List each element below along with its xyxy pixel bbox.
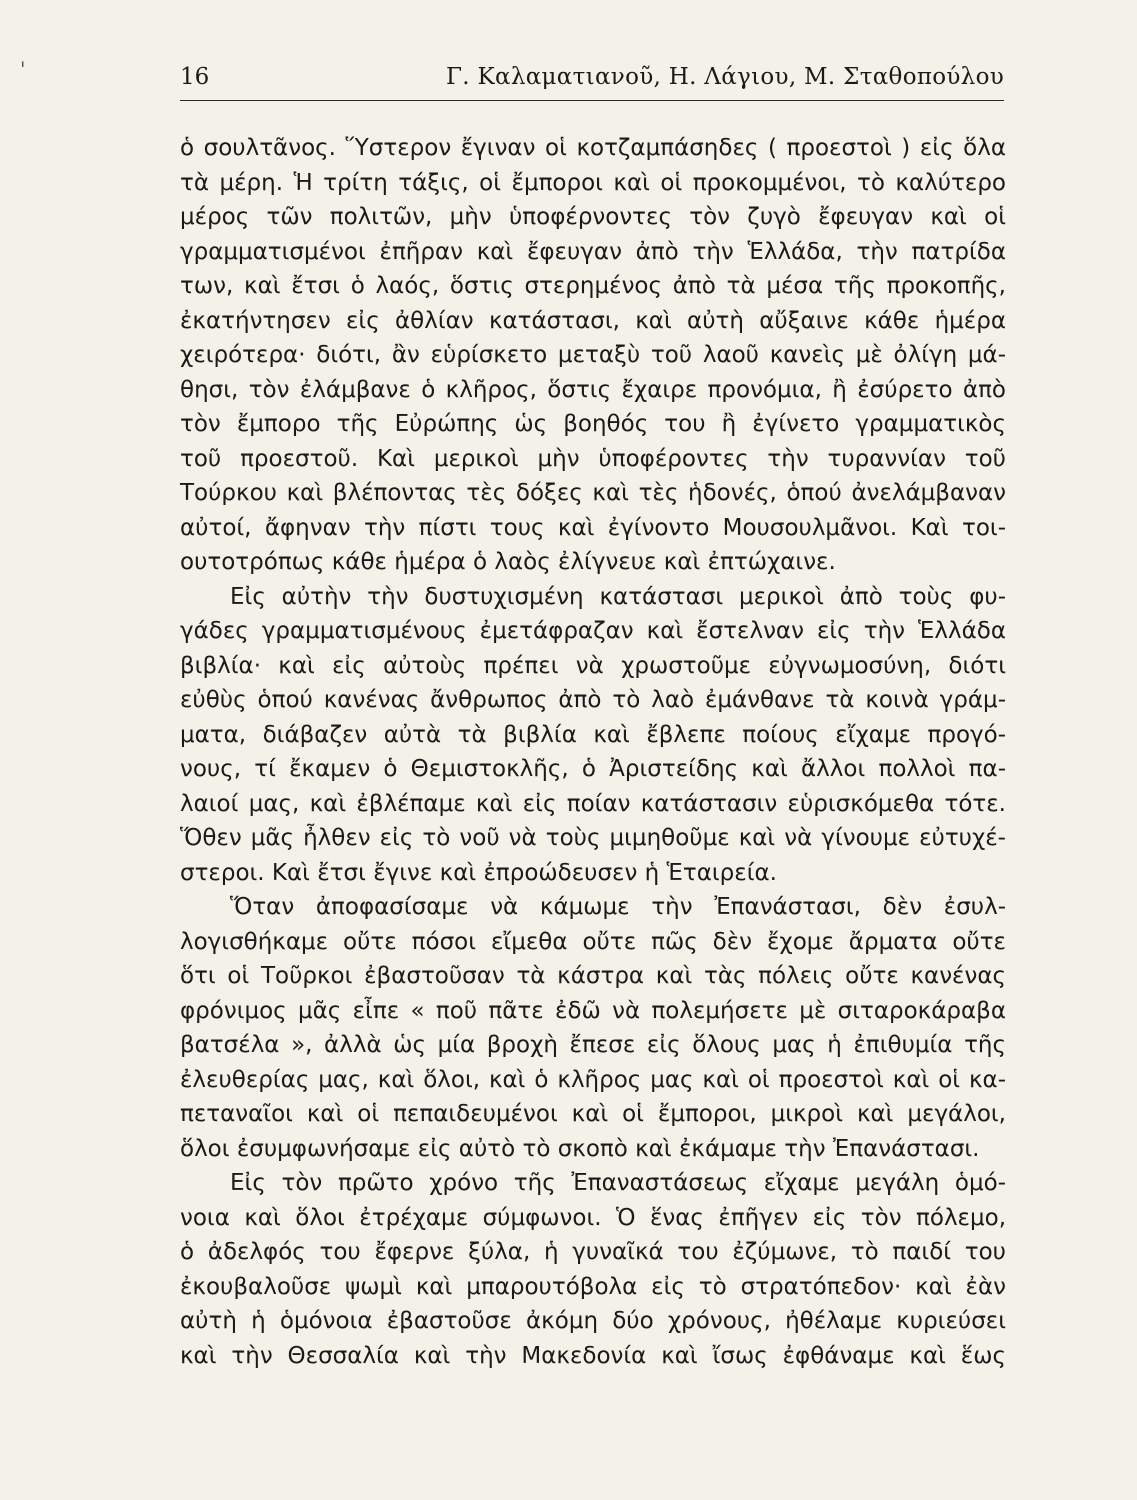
text-line: ἐκατήντησεν εἰς ἀθλίαν κατάστασι, καὶ αὐτὴ αὔξαινε κάθε ἡμέρα xyxy=(180,307,1006,334)
page-header xyxy=(180,64,1004,101)
text-line: νοια καὶ ὅλοι ἐτρέχαμε σύμφωνοι. Ὁ ἕνας ἐπῆγεν εἰς τὸν πόλεμο, xyxy=(180,1204,1006,1231)
margin-pencil-mark: ˈ xyxy=(20,58,26,82)
text-line: γάδες γραμματισμένους ἐμετάφραζαν καὶ ἔστελναν εἰς τὴν Ἑλλάδα xyxy=(180,618,1006,644)
text-line: ἐκουβαλοῦσε ψωμὶ καὶ μπαρουτόβολα εἰς τὸ στρατόπεδον· καὶ ἐὰν xyxy=(180,1273,1006,1300)
text-line: των, καὶ ἔτσι ὁ λαός, ὅστις στερημένος ἀπὸ τὰ μέσα τῆς προκοπῆς, xyxy=(180,273,1006,299)
text-line: ὅτι οἱ Τοῦρκοι ἐβαστοῦσαν τὰ κάστρα καὶ τὰς πόλεις οὔτε κανένας xyxy=(180,963,1006,989)
text-line: βατσέλα », ἀλλὰ ὡς μία βροχὴ ἔπεσε εἰς ὅλους μας ἡ ἐπιθυμία τῆς xyxy=(180,1032,1006,1058)
body-text xyxy=(180,131,1006,1373)
text-line: βιβλία· καὶ εἰς αὐτοὺς πρέπει νὰ χρωστοῦμε εὐγνωμοσύνη, διότι xyxy=(180,652,1006,679)
text-line: καὶ τὴν Θεσσαλία καὶ τὴν Μακεδονία καὶ ἴσως ἐφθάναμε καὶ ἕως xyxy=(180,1342,1006,1369)
paragraph xyxy=(180,1166,1006,1373)
text-line: τὸν ἔμπορο τῆς Εὐρώπης ὡς βοηθός του ἢ ἐγίνετο γραμματικὸς xyxy=(180,411,1006,437)
text-line: τοῦ προεστοῦ. Καὶ μερικοὶ μὴν ὑποφέροντες τὴν τυραννίαν τοῦ xyxy=(180,445,1006,472)
text-line: πεταναῖοι καὶ οἱ πεπαιδευμένοι καὶ οἱ ἔμποροι, μικροὶ καὶ μεγάλοι, xyxy=(180,1101,1006,1127)
text-line: λαιοί μας, καὶ ἐβλέπαμε καὶ εἰς ποίαν κατάστασιν εὑρισκόμεθα τότε. xyxy=(180,790,1006,817)
text-line: Εἰς τὸν πρῶτο χρόνο τῆς Ἐπαναστάσεως εἴχαμε μεγάλη ὁμό- xyxy=(230,1170,1006,1196)
text-line: λογισθήκαμε οὔτε πόσοι εἴμεθα οὔτε πῶς δὲν ἔχομε ἄρματα οὔτε xyxy=(180,928,1006,955)
text-line: Εἰς αὐτὴν τὴν δυστυχισμένη κατάστασι μερικοὶ ἀπὸ τοὺς φυ- xyxy=(230,583,1006,610)
text-line: φρόνιμος μᾶς εἶπε « ποῦ πᾶτε ἐδῶ νὰ πολεμήσετε μὲ σιταροκάραβα xyxy=(180,997,1006,1024)
text-line: εὐθὺς ὁπού κανένας ἄνθρωπος ἀπὸ τὸ λαὸ ἐμάνθανε τὰ κοινὰ γράμ- xyxy=(180,687,1006,713)
text-line: νους, τί ἔκαμεν ὁ Θεμιστοκλῆς, ὁ Ἀριστείδης καὶ ἄλλοι πολλοὶ πα- xyxy=(180,756,1006,782)
page-number: 16 xyxy=(180,64,210,90)
text-line: Ὅταν ἀποφασίσαμε νὰ κάμωμε τὴν Ἐπανάστασι, δὲν ἐσυλ- xyxy=(230,894,1006,920)
text-line: ὁ ἀδελφός του ἔφερνε ξύλα, ἡ γυναῖκά του ἐζύμωνε, τὸ παιδί του xyxy=(180,1239,1006,1265)
text-line: μέρος τῶν πολιτῶν, μὴν ὑποφέρνοντες τὸν ζυγὸ ἔφευγαν καὶ οἱ xyxy=(180,204,1006,230)
paragraph xyxy=(180,580,1006,891)
text-line: ματα, διάβαζεν αὐτὰ τὰ βιβλία καὶ ἔβλεπε ποίους εἴχαμε προγό- xyxy=(180,721,1006,748)
text-line: αὐτοί, ἄφηναν τὴν πίστι τους καὶ ἐγίνοντο Μουσουλμᾶνοι. Καὶ τοι- xyxy=(180,514,1006,541)
text-line: Τούρκου καὶ βλέποντας τὲς δόξες καὶ τὲς ἡδονές, ὁπού ἀνελάμβαναν xyxy=(180,480,1006,506)
text-line: ἐλευθερίας μας, καὶ ὅλοι, καὶ ὁ κλῆρος μας καὶ οἱ προεστοὶ καὶ οἱ κα- xyxy=(180,1066,1006,1093)
paragraph xyxy=(180,890,1006,1166)
text-line: ὅλοι ἐσυμφωνήσαμε εἰς αὐτὸ τὸ σκοπὸ καὶ ἐκάμαμε τὴν Ἐπανάστασι. xyxy=(180,1135,980,1162)
text-line: Ὅθεν μᾶς ἦλθεν εἰς τὸ νοῦ νὰ τοὺς μιμηθοῦμε καὶ νὰ γίνουμε εὐτυχέ- xyxy=(180,825,1006,851)
text-line: αὐτὴ ἡ ὁμόνοια ἐβαστοῦσε ἀκόμη δύο χρόνους, ἠθέλαμε κυριεύσει xyxy=(180,1308,1006,1334)
running-head: Γ. Καλαματιανοῦ, Η. Λάγιου, Μ. Σταθοπούλου xyxy=(446,64,1004,90)
text-line: ὁ σουλτᾶνος. Ὕστερον ἔγιναν οἱ κοτζαμπάσηδες ( προεστοὶ ) εἰς ὅλα xyxy=(180,135,1006,161)
text-line: ουτοτρόπως κάθε ἡμέρα ὁ λαὸς ἐλίγνευε καὶ ἐπτώχαινε. xyxy=(180,549,836,575)
text-line: θησι, τὸν ἐλάμβανε ὁ κλῆρος, ὅστις ἔχαιρε προνόμια, ἢ ἐσύρετο ἀπὸ xyxy=(180,376,1006,403)
text-line: στεροι. Καὶ ἔτσι ἔγινε καὶ ἐπροώδευσεν ἡ Ἑταιρεία. xyxy=(180,859,777,886)
text-line: χειρότερα· διότι, ἂν εὑρίσκετο μεταξὺ τοῦ λαοῦ κανεὶς μὲ ὀλίγη μά- xyxy=(180,342,1006,368)
text-line: τὰ μέρη. Ἡ τρίτη τάξις, οἱ ἔμποροι καὶ οἱ προκομμένοι, τὸ καλύτερο xyxy=(180,169,1006,196)
paragraph xyxy=(180,131,1006,580)
text-line: γραμματισμένοι ἐπῆραν καὶ ἔφευγαν ἀπὸ τὴν Ἑλλάδα, τὴν πατρίδα xyxy=(180,238,1006,265)
